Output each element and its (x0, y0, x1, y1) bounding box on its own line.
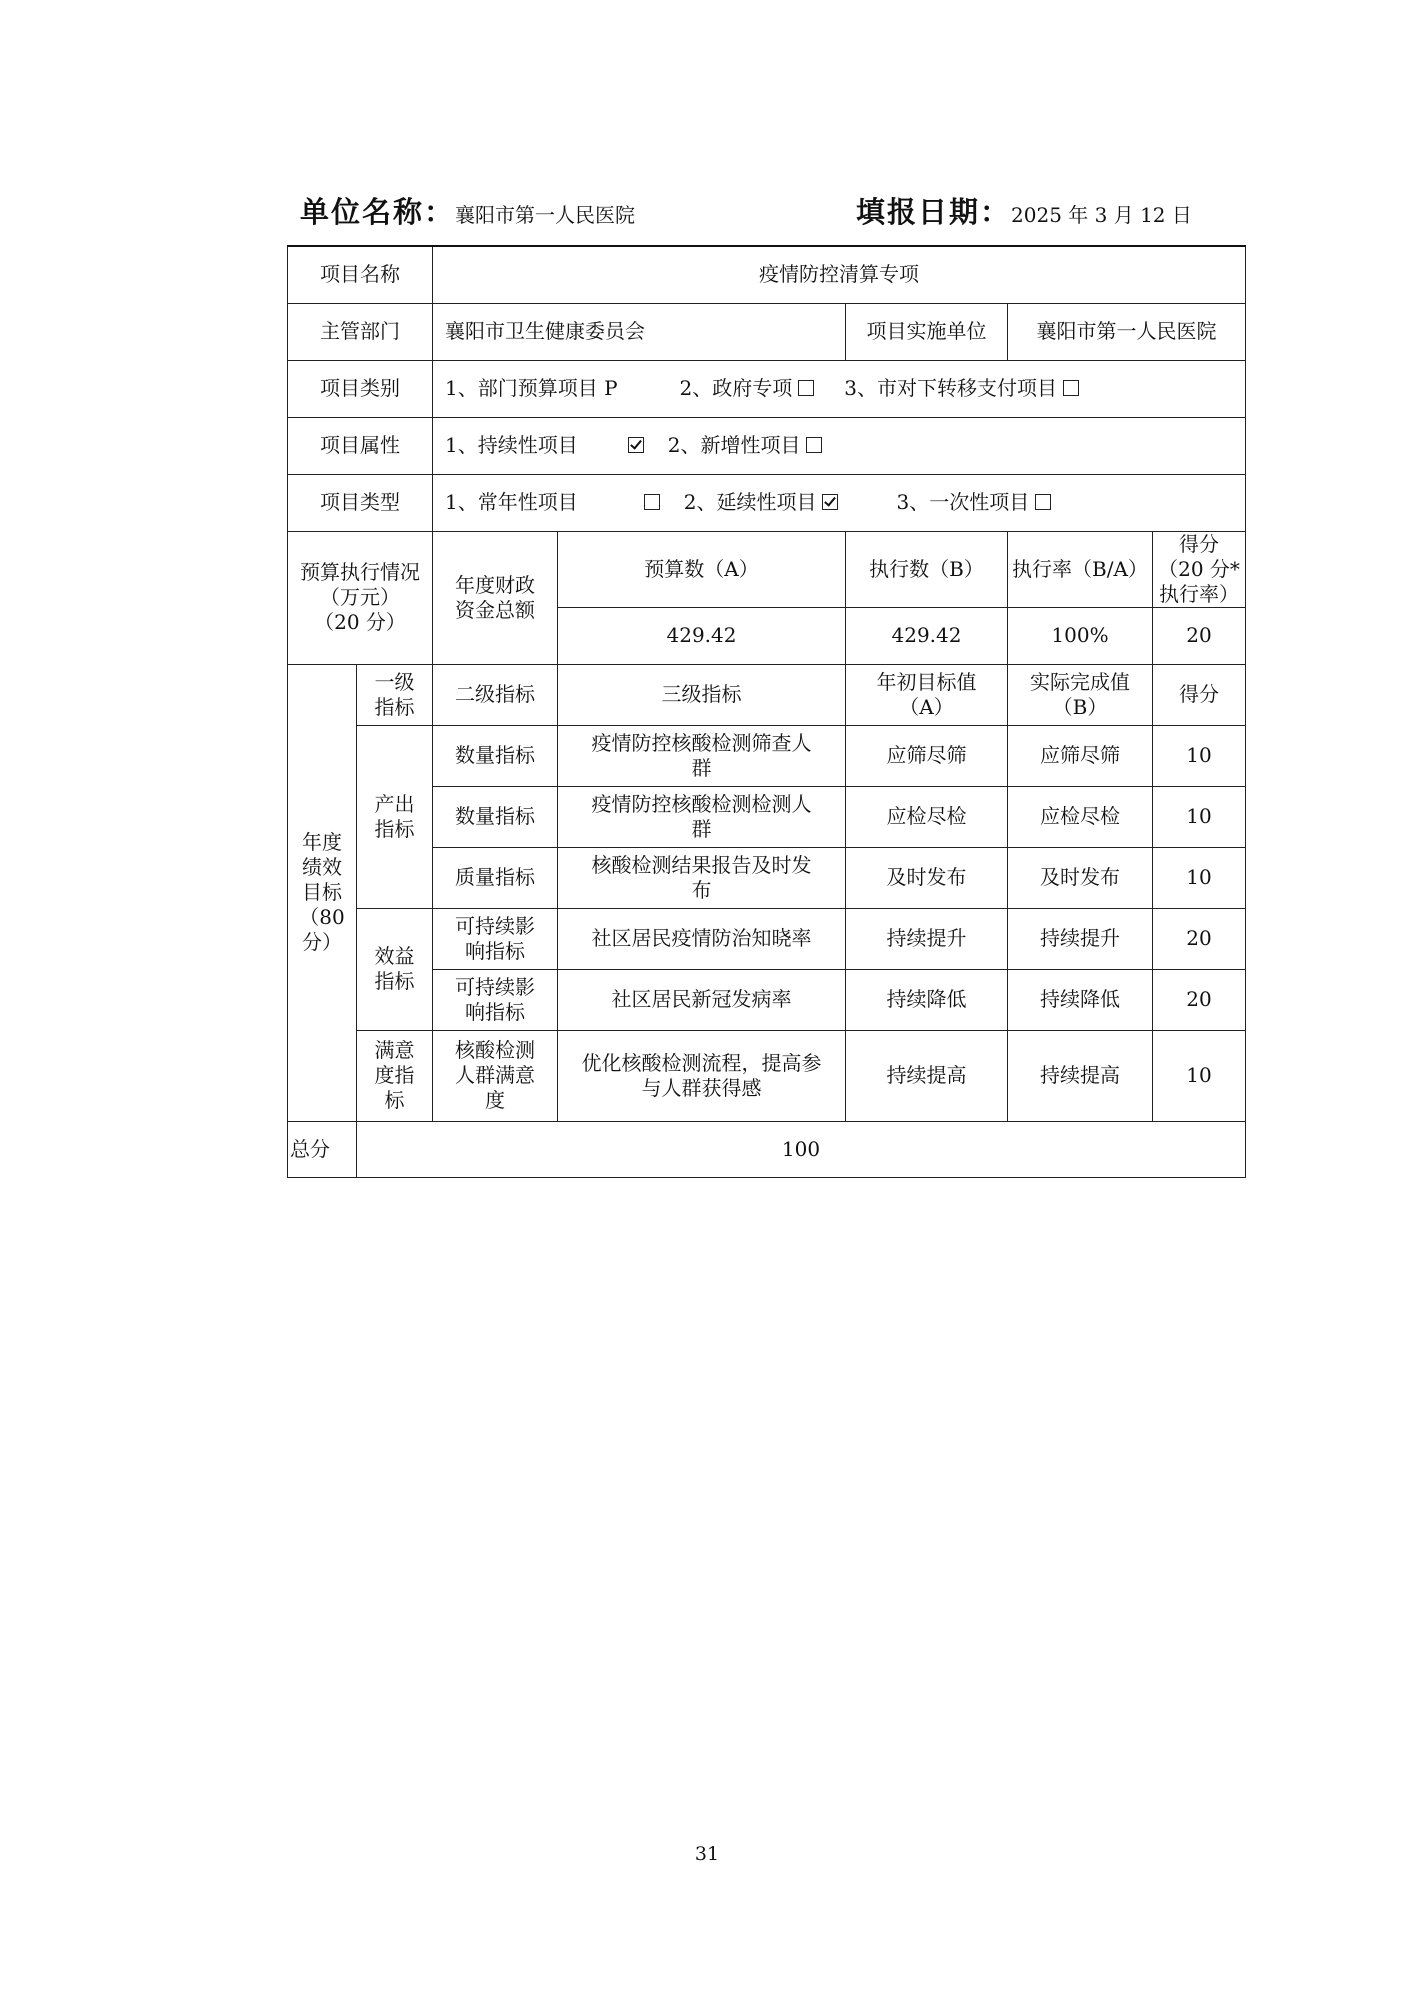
category-options (433, 360, 1246, 417)
score-header-line: 得分 (1179, 531, 1220, 556)
row-project-name (288, 246, 1246, 303)
row-performance-headers (288, 664, 1246, 725)
fill-date-value: 2025 年 3 月 12 日 (1011, 203, 1192, 227)
budget-col-rate: 执行率（B/A） (1008, 531, 1153, 607)
impl-unit-label: 项目实施单位 (846, 303, 1008, 360)
cell-line: 疫情防控核酸检测筛查人 (591, 730, 812, 755)
checked-checkbox-icon[interactable] (628, 437, 644, 453)
target-cell: 应筛尽筛 (846, 725, 1008, 786)
perf-label-line: （80 (299, 905, 345, 929)
project-name-value: 疫情防控清算专项 (433, 246, 1246, 303)
checkbox-icon[interactable] (806, 437, 822, 453)
header-level2: 二级指标 (433, 664, 558, 725)
level3-cell: 社区居民新冠发病率 (558, 969, 846, 1030)
actual-cell: 持续提高 (1008, 1030, 1153, 1121)
header-line: 年初目标值 (876, 669, 977, 694)
unit-name-value: 襄阳市第一人民医院 (455, 203, 636, 227)
actual-cell: 及时发布 (1008, 847, 1153, 908)
label-line: 标 (384, 1088, 405, 1112)
project-name-label: 项目名称 (288, 246, 433, 303)
budget-a-value: 429.42 (558, 607, 846, 664)
category-option-1: 1、部门预算项目 P (445, 376, 618, 400)
type-option-3: 3、一次性项目 (896, 490, 1030, 514)
cell-line: 核酸检测结果报告及时发 (591, 852, 812, 877)
page-number: 31 (694, 1843, 720, 1865)
budget-b-value: 429.42 (846, 607, 1008, 664)
performance-section-label (288, 664, 357, 1121)
actual-cell: 持续提升 (1008, 908, 1153, 969)
attribute-option-2: 2、新增性项目 (667, 433, 801, 457)
row-project-category (288, 360, 1246, 417)
level2-cell (433, 969, 558, 1030)
category-label: 项目类别 (288, 360, 433, 417)
target-cell: 持续提高 (846, 1030, 1008, 1121)
actual-cell: 应检尽检 (1008, 786, 1153, 847)
form-header (300, 190, 1250, 240)
level3-cell (558, 786, 846, 847)
score-cell: 20 (1153, 969, 1246, 1030)
impl-unit-value: 襄阳市第一人民医院 (1008, 303, 1246, 360)
dept-label: 主管部门 (288, 303, 433, 360)
unit-name (300, 190, 635, 231)
cell-line: 优化核酸检测流程，提高参 (581, 1050, 822, 1075)
budget-score-value: 20 (1153, 607, 1246, 664)
row-total (288, 1121, 1246, 1177)
label-line: 产出 (374, 791, 415, 816)
header-line: （B） (1052, 694, 1108, 719)
cell-line: 响指标 (465, 938, 525, 963)
budget-rate-value: 100% (1008, 607, 1153, 664)
level2-cell (433, 1030, 558, 1121)
fund-total-line: 资金总额 (455, 597, 535, 622)
budget-label-line: （20 分） (314, 610, 406, 634)
type-label: 项目类型 (288, 474, 433, 531)
checkbox-icon[interactable] (1063, 380, 1079, 396)
annual-fund-total-label (433, 531, 558, 664)
fill-date-label: 填报日期： (856, 195, 1012, 229)
budget-col-a (558, 531, 846, 607)
performance-form-table (287, 245, 1246, 1178)
header-score: 得分 (1153, 664, 1246, 725)
row-budget-headers (288, 531, 1246, 607)
attribute-label: 项目属性 (288, 417, 433, 474)
level3-cell: 社区居民疫情防治知晓率 (558, 908, 846, 969)
label-line: 效益 (374, 944, 415, 968)
score-cell: 10 (1153, 1030, 1246, 1121)
table-row (288, 908, 1246, 969)
unit-name-label: 单位名称： (300, 195, 456, 229)
header-actual (1008, 664, 1153, 725)
score-cell: 10 (1153, 725, 1246, 786)
checked-checkbox-icon[interactable] (822, 494, 838, 510)
satisfaction-indicator-label (357, 1030, 433, 1121)
budget-col-b: 执行数（B） (846, 531, 1008, 607)
budget-label-line: 预算执行情况 (300, 560, 420, 584)
score-cell: 10 (1153, 786, 1246, 847)
actual-cell: 应筛尽筛 (1008, 725, 1153, 786)
output-indicator-label (357, 725, 433, 908)
cell-line: 疫情防控核酸检测检测人 (591, 791, 812, 816)
attribute-option-1: 1、持续性项目 (445, 433, 578, 457)
header-level1 (357, 664, 433, 725)
total-score-value: 100 (357, 1121, 1246, 1177)
perf-label-line: 目标 (302, 880, 342, 904)
target-cell: 及时发布 (846, 847, 1008, 908)
cell-line: 可持续影 (455, 913, 535, 938)
row-project-attribute (288, 417, 1246, 474)
level3-cell (558, 847, 846, 908)
benefit-indicator-label (357, 908, 433, 1030)
header-line: 一级 (374, 669, 415, 694)
dept-value: 襄阳市卫生健康委员会 (433, 303, 846, 360)
category-option-3: 3、市对下转移支付项目 (844, 376, 1058, 400)
budget-section-label (288, 531, 433, 664)
checkbox-icon[interactable] (1035, 494, 1051, 510)
header-target (846, 664, 1008, 725)
cell-line: 布 (691, 877, 712, 902)
level2-cell: 数量指标 (433, 786, 558, 847)
level3-cell (558, 725, 846, 786)
level3-cell (558, 1030, 846, 1121)
level2-cell: 质量指标 (433, 847, 558, 908)
type-options (433, 474, 1246, 531)
cell-line: 群 (691, 816, 712, 841)
header-line: 实际完成值 (1030, 669, 1130, 694)
score-header-line: （20 分*执行率） (1158, 556, 1240, 606)
target-cell: 持续提升 (846, 908, 1008, 969)
fund-total-line: 年度财政 (455, 572, 535, 597)
label-line: 满意 (374, 1038, 415, 1062)
cell-line: 度 (485, 1088, 505, 1112)
attribute-options (433, 417, 1246, 474)
type-option-1: 1、常年性项目 (445, 490, 578, 514)
label-line: 指标 (374, 816, 415, 841)
target-cell: 持续降低 (846, 969, 1008, 1030)
cell-line: 人群满意 (455, 1063, 535, 1087)
score-cell: 10 (1153, 847, 1246, 908)
checkbox-icon[interactable] (798, 380, 814, 396)
perf-label-line: 分） (302, 930, 342, 954)
cell-line: 响指标 (465, 999, 525, 1024)
table-row (288, 1030, 1246, 1121)
level2-cell: 数量指标 (433, 725, 558, 786)
table-row (288, 725, 1246, 786)
cell-line: 核酸检测 (455, 1038, 535, 1062)
budget-col-score (1153, 531, 1246, 607)
perf-label-line: 年度 (302, 830, 342, 854)
header-level3: 三级指标 (558, 664, 846, 725)
row-project-type (288, 474, 1246, 531)
cell-line: 群 (691, 755, 712, 780)
fill-date (856, 190, 1192, 231)
perf-label-line: 绩效 (302, 855, 342, 879)
row-department (288, 303, 1246, 360)
checkbox-icon[interactable] (644, 494, 660, 510)
target-cell: 应检尽检 (846, 786, 1008, 847)
budget-label-line: （万元） (320, 585, 400, 609)
actual-cell: 持续降低 (1008, 969, 1153, 1030)
level2-cell (433, 908, 558, 969)
cell-line: 与人群获得感 (641, 1075, 762, 1100)
budget-a-header: 预算数（A） (644, 556, 759, 581)
category-option-2: 2、政府专项 (679, 376, 793, 400)
header-line: 指标 (374, 694, 415, 719)
score-cell: 20 (1153, 908, 1246, 969)
cell-line: 可持续影 (455, 974, 535, 999)
label-line: 指标 (374, 969, 415, 993)
type-option-2: 2、延续性项目 (683, 490, 817, 514)
header-line: （A） (899, 694, 954, 719)
total-score-label: 总分 (288, 1121, 357, 1177)
label-line: 度指 (374, 1063, 415, 1087)
